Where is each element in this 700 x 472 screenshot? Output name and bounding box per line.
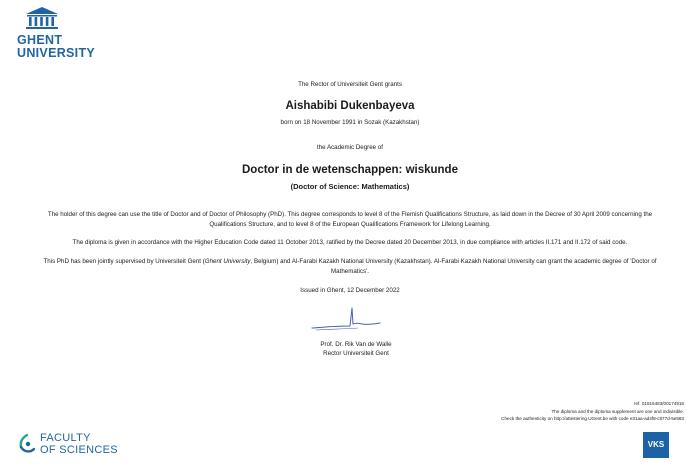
rector-signature <box>306 296 386 341</box>
degree-title: Doctor in de wetenschappen: wiskunde <box>242 164 458 176</box>
higher-education-code-paragraph: The diploma is given in accordance with the Higher Education Code dated 11 October 2013, ratified by the Decree dated 20 December 2013, in due compliance with articles II.171 and II.172 of said code. <box>72 239 628 246</box>
joint-supervision-text-2: , Belgium) and Al-Farabi Kazakh National University (Kazakhstan). Al-Farabi Kazakh National University can grant the academic degree of 'Doctor of Mathematics'. <box>250 258 657 275</box>
signer-title: Rector Universiteit Gent <box>323 349 389 357</box>
authenticity-note: Check the authenticity on http://attestering.UGent.be with code e31aa-ad4f8-c877d-5e583 <box>501 416 684 422</box>
issued-line: Issued in Ghent, 12 December 2022 <box>300 287 400 294</box>
signer-name: Prof. Dr. Rik Van de Walle <box>320 341 392 348</box>
joint-supervision-paragraph <box>30 257 670 276</box>
joint-supervision-text-1: This PhD has been jointly supervised by Universiteit Gent ( <box>43 258 205 265</box>
signer-block <box>296 341 416 358</box>
faculty-line-2: OF SCIENCES <box>40 444 118 456</box>
degree-level-paragraph: The holder of this degree can use the title of Doctor and of Doctor of Philosophy (PhD). This degree corresponds to level 8 of the Flemish Qualifications Structure, as laid down in the Decree of 30 April 2009 concerning the Qualifications Structure, and to level 8 of the European Qualifications Framework for Lifelong Learning. <box>47 211 653 228</box>
grant-line: The Rector of Universiteit Gent grants <box>298 81 402 88</box>
faculty-of-sciences-logo <box>18 432 118 456</box>
reference-number: ref. 01816483/00174918 <box>633 401 684 406</box>
joint-supervision-italic: Ghent University <box>204 258 251 265</box>
degree-translation: (Doctor of Science: Mathematics) <box>290 182 410 191</box>
footer-notes <box>424 400 684 423</box>
academic-degree-line: the Academic Degree of <box>316 144 384 151</box>
faculty-symbol-icon <box>18 433 36 455</box>
born-line: born on 18 November 1991 in Sozak (Kazakhstan) <box>280 119 420 126</box>
supplement-note: The diploma and the diploma supplement are one and indivisible. <box>551 408 684 414</box>
logo-line-ghent: GHENT <box>17 33 63 47</box>
logo-line-university: UNIVERSITY <box>17 46 96 60</box>
ghent-university-logo <box>17 6 97 60</box>
recipient-name: Aishabibi Dukenbayeva <box>285 100 415 112</box>
ghent-building-icon <box>25 6 59 30</box>
vks-badge: VKS <box>643 432 669 458</box>
faculty-line-1: FACULTY <box>40 432 91 444</box>
